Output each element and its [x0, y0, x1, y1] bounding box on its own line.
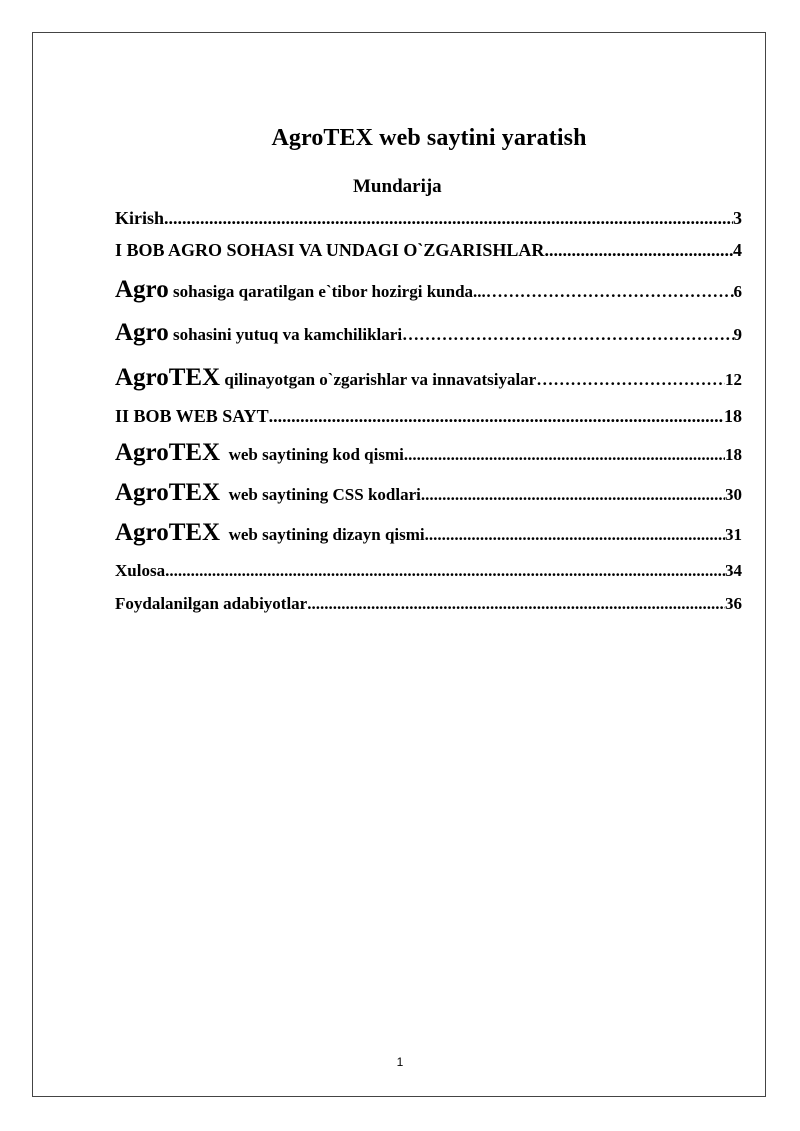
- toc-entry-chapter-2[interactable]: [115, 406, 742, 427]
- toc-entry-lead-word: Agro: [115, 319, 169, 346]
- toc-dot-leader: [425, 525, 725, 545]
- toc-entry-agro-yutuq[interactable]: [115, 319, 742, 347]
- toc-dot-leader: [307, 594, 725, 614]
- toc-entry-text: sohasiga qaratilgan e`tibor hozirgi kunda...: [168, 282, 486, 301]
- toc-dot-leader: [544, 240, 733, 261]
- toc-entry-text: Xulosa: [115, 561, 166, 580]
- toc-entry-agrotex-dizayn[interactable]: [115, 519, 742, 547]
- toc-entry-page: 30: [725, 485, 742, 504]
- toc-entry-lead-word: AgroTEX: [115, 519, 221, 546]
- toc-entry-page: 3: [733, 208, 742, 228]
- toc-dot-leader: [421, 485, 725, 505]
- toc-entry-page: 4: [733, 240, 742, 260]
- toc-entry-agrotex-css[interactable]: [115, 479, 742, 507]
- document-title: AgroTEX web saytini yaratish: [271, 125, 587, 151]
- toc-entry-text: web saytining CSS kodlari: [220, 485, 421, 504]
- toc-entry-agrotex-kod[interactable]: [115, 439, 742, 467]
- toc-entry-lead-word: Agro: [115, 276, 169, 303]
- toc-entry-page: 6: [733, 282, 742, 301]
- toc-entry-agro-etibor[interactable]: [115, 276, 742, 304]
- toc-entry-lead-word: AgroTEX: [115, 364, 221, 391]
- toc-entry-lead-word: AgroTEX: [115, 479, 221, 506]
- toc-entry-kirish[interactable]: [115, 208, 742, 229]
- toc-ellipsis-leader: [402, 325, 733, 345]
- toc-entry-text: web saytining kod qismi: [220, 445, 404, 464]
- toc-entry-text: I BOB AGRO SOHASI VA UNDAGI O`ZGARISHLAR: [115, 240, 545, 260]
- toc-entry-xulosa[interactable]: [115, 561, 742, 581]
- document-page: [32, 32, 766, 1097]
- toc-ellipsis-leader: [536, 370, 725, 390]
- toc-dot-leader: [164, 208, 733, 229]
- page-number: 1: [396, 1055, 404, 1069]
- toc-entry-adabiyotlar[interactable]: [115, 594, 742, 614]
- toc-entry-text: qilinayotgan o`zgarishlar va innavatsiyalar: [220, 370, 537, 389]
- toc-dot-leader: [165, 561, 725, 581]
- toc-ellipsis-leader: [486, 282, 734, 302]
- toc-dot-leader: [404, 445, 725, 465]
- toc-entry-page: 9: [733, 325, 742, 344]
- toc-heading: Mundarija: [353, 176, 442, 197]
- toc-dot-leader: [269, 406, 724, 427]
- toc-entry-text: Kirish: [115, 208, 165, 228]
- toc-entry-text: web saytining dizayn qismi: [220, 525, 425, 544]
- toc-entry-text: sohasini yutuq va kamchiliklari: [168, 325, 403, 344]
- toc-entry-page: 31: [725, 525, 742, 544]
- toc-entry-text: II BOB WEB SAYT: [115, 406, 269, 426]
- toc-entry-page: 18: [724, 406, 742, 426]
- toc-entry-page: 12: [725, 370, 742, 389]
- toc-entry-chapter-1[interactable]: [115, 240, 742, 261]
- toc-entry-text: Foydalanilgan adabiyotlar: [115, 594, 308, 613]
- toc-entry-page: 18: [725, 445, 742, 464]
- toc-entry-page: 36: [725, 594, 742, 613]
- toc-entry-page: 34: [725, 561, 742, 580]
- toc-entry-lead-word: AgroTEX: [115, 439, 221, 466]
- toc-entry-agrotex-innovatsiya[interactable]: [115, 364, 742, 392]
